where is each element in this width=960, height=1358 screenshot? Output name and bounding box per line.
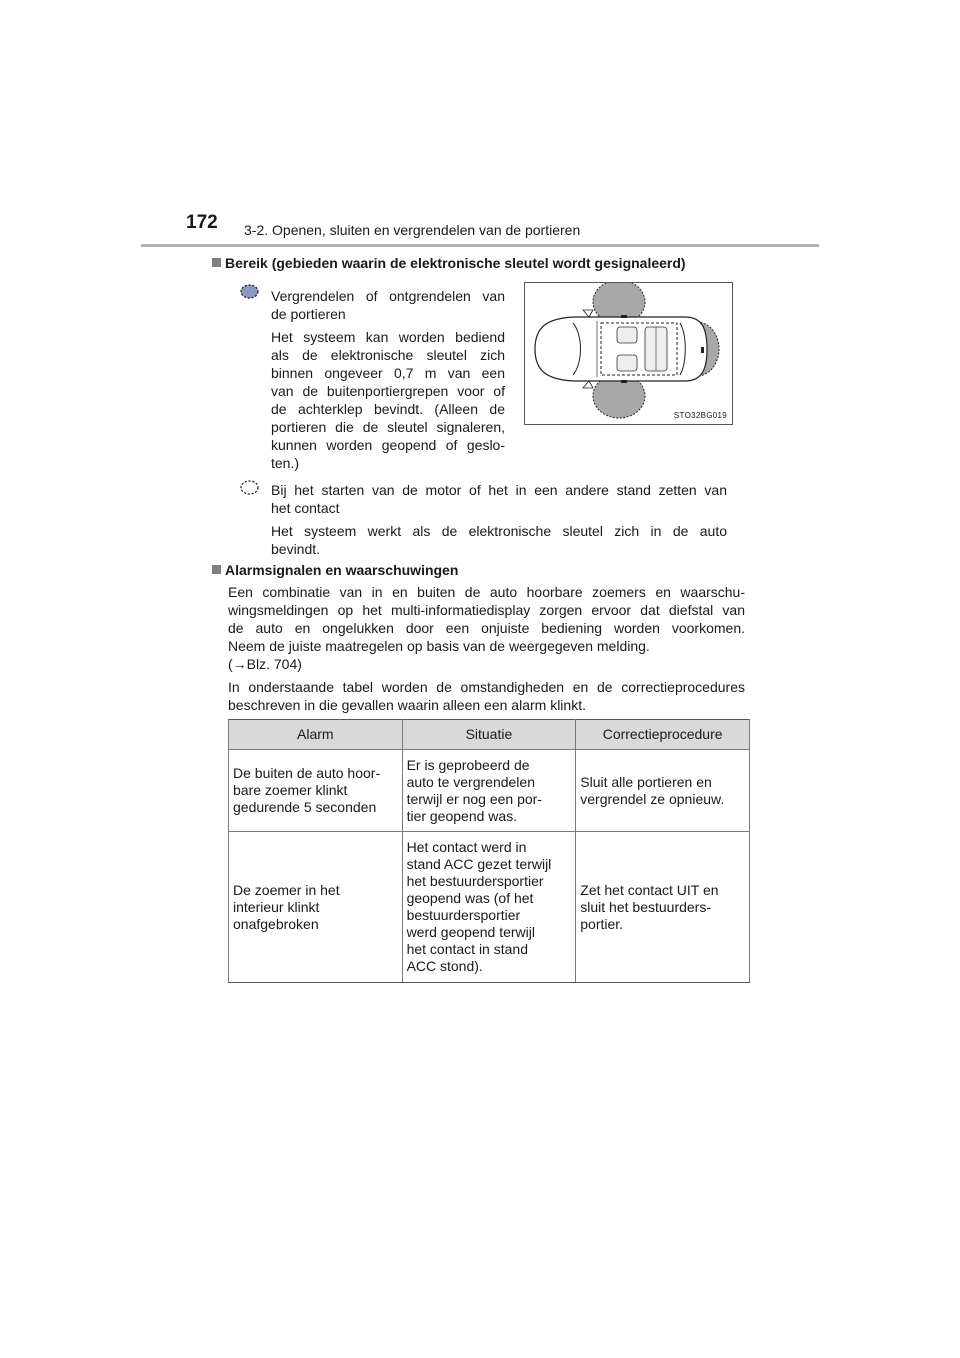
column-header-alarm: Alarm	[229, 720, 403, 750]
cell-line: Er is geprobeerd de	[406, 756, 530, 773]
detection-range-figure	[524, 282, 733, 425]
cell-line: het contact in stand	[406, 941, 528, 957]
cell-line: ACC stond).	[406, 958, 483, 974]
item1-body-line: als de elektronische sleutel zich	[271, 347, 505, 363]
situatie-cell	[402, 832, 576, 983]
item1-body-line: van de buitenportiergrepen voor of	[271, 383, 505, 399]
table-header-row	[229, 720, 750, 750]
range-section-title	[212, 255, 686, 271]
alarm-para1-line: wingsmeldingen op het multi-informatiedisplay zorgen ervoor dat diefstal van	[228, 602, 745, 618]
item1-body-line: kunnen worden geopend of geslo-	[271, 437, 505, 453]
item1-body-line: binnen ongeveer 0,7 m van een	[271, 365, 505, 381]
alarm-para2-line: beschreven in die gevallen waarin alleen een alarm klinkt.	[228, 697, 586, 713]
range-section-title-text: Bereik (gebieden waarin de elektronische sleutel wordt gesignaleerd)	[225, 255, 686, 271]
cell-line: De buiten de auto hoor-	[233, 765, 381, 781]
cell-line: stand ACC gezet terwijl	[406, 856, 552, 872]
cell-line: Het contact werd in	[406, 839, 527, 855]
alarm-para1-line: Neem de juiste maatregelen op basis van de weergegeven melding.	[228, 638, 650, 654]
alarm-para1-line: de auto en ongelukken door een onjuiste bediening worden voorkomen.	[228, 620, 745, 636]
cell-line: gedurende 5 seconden	[233, 799, 377, 815]
situatie-cell	[402, 750, 576, 832]
column-header-correctieprocedure: Correctieprocedure	[576, 720, 750, 750]
item1-heading-line1: Vergrendelen of ontgrendelen van	[271, 288, 505, 304]
alarm-para2-line: In onderstaande tabel worden de omstandigheden en de correctieprocedures	[228, 679, 745, 695]
item2-heading-line2: het contact	[271, 500, 340, 516]
alarm-cell	[229, 832, 403, 983]
table-row	[229, 750, 750, 832]
item1-body-line: de achterklep bevindt. (Alleen de	[271, 401, 505, 417]
table-row	[229, 832, 750, 983]
page-header	[0, 0, 960, 250]
section-bullet-icon	[212, 565, 221, 574]
item1-body-line: portieren die de sleutel signaleren,	[271, 419, 505, 435]
item2-body-line: bevindt.	[271, 541, 321, 557]
cell-line: terwijl er nog een por-	[406, 790, 542, 807]
figure-code: STO32BG019	[673, 411, 727, 420]
cell-line: Sluit alle portieren en	[580, 773, 712, 790]
cell-line: sluit het bestuurders-	[580, 898, 711, 915]
section-bullet-icon	[212, 258, 221, 267]
column-header-situatie: Situatie	[402, 720, 576, 750]
item1-body-line: ten.)	[271, 455, 300, 471]
alarm-para1-line: Een combinatie van in en buiten de auto hoorbare zoemers en waarschu-	[228, 584, 745, 600]
cell-line: portier.	[580, 915, 624, 932]
cell-line: werd geopend terwijl	[406, 924, 535, 940]
item2-heading-line1: Bij het starten van de motor of het in een andere stand zetten van	[271, 482, 727, 498]
cell-line: geopend was (of het	[406, 890, 534, 906]
chapter-title: 3-2. Openen, sluiten en vergrendelen van de portieren	[244, 222, 581, 238]
correctieprocedure-cell	[576, 750, 750, 832]
alarm-section-title-text: Alarmsignalen en waarschuwingen	[225, 562, 459, 578]
cell-line: het bestuurdersportier	[406, 873, 544, 889]
cell-line: Zet het contact UIT en	[580, 881, 719, 898]
correctieprocedure-cell	[576, 832, 750, 983]
cell-line: vergrendel ze opnieuw.	[580, 790, 725, 807]
alarm-cell	[229, 750, 403, 832]
alarm-table	[228, 719, 750, 983]
item1-heading-line2: de portieren	[271, 306, 346, 322]
header-divider	[141, 244, 819, 247]
zone-dashed-circle-icon	[240, 284, 259, 299]
cell-line: onafgebroken	[233, 915, 319, 932]
page-reference-link[interactable]: (→Blz. 704)	[228, 656, 302, 672]
alarm-section-title	[212, 562, 458, 578]
item2-body-line: Het systeem werkt als de elektronische sleutel zich in de auto	[271, 523, 727, 539]
zone-dashed-circle-icon	[240, 480, 259, 495]
item1-body-line: Het systeem kan worden bediend	[271, 329, 505, 345]
page-number: 172	[186, 212, 218, 233]
cell-line: interieur klinkt	[233, 898, 320, 915]
cell-line: bare zoemer klinkt	[233, 782, 348, 798]
cell-line: bestuurdersportier	[406, 907, 521, 923]
cell-line: auto te vergrendelen	[406, 773, 535, 790]
cell-line: tier geopend was.	[406, 807, 518, 824]
cell-line: De zoemer in het	[233, 881, 340, 898]
